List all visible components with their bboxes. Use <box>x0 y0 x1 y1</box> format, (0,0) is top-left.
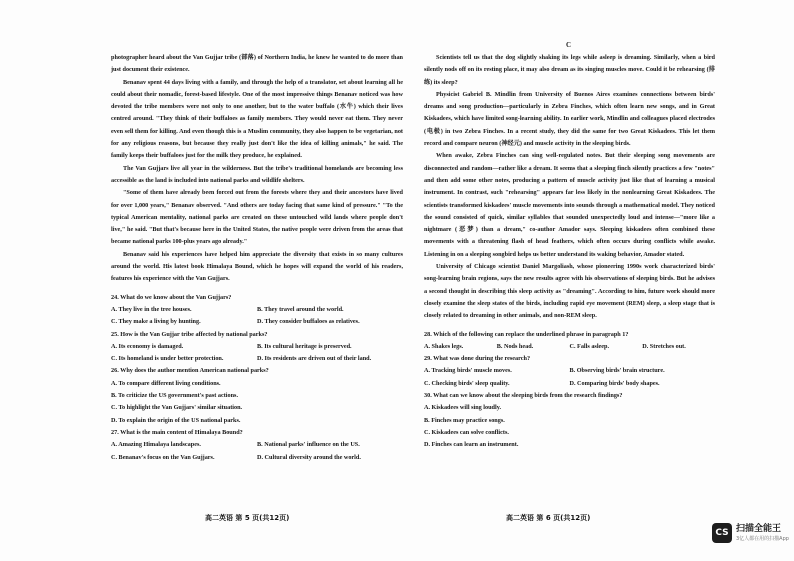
option-c: C. To highlight the Van Gujjars' similar situation. <box>111 404 243 412</box>
right-paragraph-3: University of Chicago scientist Daniel Margoliash, whose pioneering 1990s work characterized birds' song-learning brain regions, says the new results agree with his observations of sleeping birds. But he advises a second thought in describing this sleep activity as "dreaming". According to him, future work should more closely examine the sleep states of the birds, including rapid eye movement (REM) sleep, a sleep stage that is closely related to dreaming in other animals, and non-REM sleep. <box>424 263 715 320</box>
option-d: D. Finches can learn an instrument. <box>424 441 519 449</box>
option-a: A. To compare different living conditions. <box>111 379 221 387</box>
left-paragraph-1: Benanav spent 44 days living with a family, and through the help of a translator, set about learning all he could about their nomadic, forest-based lifestyle. One of the most impressive things Benanav noticed was how devoted the tribe members were not only to one another, but to the water buffalo (水牛) which their lives centred around. "They think of their buffaloes as family members. They would never eat them. They never even sell them for killing. And even though this is a Muslim community, they also happen to be vegetarian, not for any religious reasons, but because they really just don't like the idea of killing animals," he said. The family keeps their buffaloes just for the milk they produce, he explained. <box>111 78 403 160</box>
option-b: B. They travel around the world. <box>257 305 344 313</box>
watermark-app-name: 扫描全能王 <box>736 524 782 534</box>
question-stem: 29. What was done during the research? <box>424 355 531 363</box>
question-25 <box>111 329 403 366</box>
question-stem: 28. Which of the following can replace the underlined phrase in paragraph 1? <box>424 330 629 338</box>
option-a: A. Kiskadees will sing loudly. <box>424 404 502 412</box>
watermark-subtitle: 3亿人都在用的扫描App <box>736 536 789 542</box>
page-footer-right: 高二英语 第 6 页(共12页) <box>506 514 591 522</box>
option-c: C. Falls asleep. <box>569 342 610 350</box>
question-stem: 30. What can we know about the sleeping birds from the research findings? <box>424 392 623 400</box>
section-letter: C <box>566 41 572 49</box>
option-a: A. Its economy is damaged. <box>111 342 184 350</box>
option-c: C. Its homeland is under better protection. <box>111 355 224 363</box>
right-paragraph-2: When awake, Zebra Finches can sing well-regulated notes. But their sleeping song movements are disconnected and random—rather like a dream. It seems that a sleeping finch silently practices a few "notes" and then add some other notes, producing a pattern of muscle activity just like that of learning a musical instrument. In contrast, such "rehearsing" appears far less likely in the nonlearning Great Kiskadees. The scientists transformed kiskadees' muscle movements into sounds through a mathematical model. They noticed the sound consisted of quick, similar syllables that sounded unexpectedly loud and intense—"more like a nightmare (恶梦) than a dream," co-author Amador says. Sleeping kiskadees often combined these movements with a threatening flash of head feathers, which often occurs during conflicts while awake. Listening in on a sleeping songbird helps us better understand its waking behavior, Amador stated. <box>424 152 715 258</box>
question-29 <box>424 353 715 390</box>
option-d: D. Stretches out. <box>642 342 686 350</box>
right-paragraph-1: Physicist Gabriel B. Mindlin from University of Buenos Aires examines connections between birds' dreams and song production—particularly in Zebra Finches, which often learn new songs, and in Great Kiskadees, which have limited song-learning ability. In earlier work, Mindlin and colleagues placed electrodes (电极) in two Zebra Finches. In a recent study, they did the same for two Great Kiskadees. This let them record and compare neuron (神经元) and muscle activity in the sleeping birds. <box>424 90 715 148</box>
question-28 <box>424 329 715 354</box>
right-column <box>424 52 715 452</box>
option-b: B. Finches may practice songs. <box>424 416 505 424</box>
option-d: D. Comparing birds' body shapes. <box>569 379 660 387</box>
question-stem: 25. How is the Van Gujjar tribe affected by national parks? <box>111 330 268 338</box>
left-paragraph-3: "Some of them have already been forced out from the forests where they and their ancestors have lived for over 1,000 years," Benanav observed. "And others are today facing that same kind of pressure." "To the typical American mentality, national parks are created on these untouched wild lands where people don't live," he said. "But that's because here in the United States, the native people were driven from the areas that became national parks 100-plus years ago already." <box>111 189 403 246</box>
option-d: D. Cultural diversity around the world. <box>257 453 361 461</box>
option-c: C. They make a living by hunting. <box>111 318 201 326</box>
question-24 <box>111 292 403 329</box>
question-27 <box>111 427 403 464</box>
option-a: A. They live in the tree houses. <box>111 305 192 313</box>
option-b: B. Its cultural heritage is preserved. <box>257 342 352 350</box>
option-c: C. Benanav's focus on the Van Gujjars. <box>111 453 215 461</box>
left-passage <box>111 52 403 286</box>
option-b: B. To criticize the US government's past actions. <box>111 392 239 400</box>
question-30 <box>424 390 715 451</box>
option-c: C. Checking birds' sleep quality. <box>424 379 510 387</box>
question-26 <box>111 365 403 426</box>
right-passage <box>424 52 715 323</box>
scanner-watermark <box>712 523 789 543</box>
option-a: A. Amazing Himalaya landscapes. <box>111 441 201 449</box>
option-b: B. National parks' influence on the US. <box>257 441 360 449</box>
option-a: A. Shakes legs. <box>424 342 464 350</box>
option-d: D. Its residents are driven out of their land. <box>257 355 372 363</box>
option-b: B. Nods head. <box>496 342 534 350</box>
option-a: A. Tracking birds' muscle moves. <box>424 367 512 375</box>
question-stem: 26. Why does the author mention American national parks? <box>111 367 269 375</box>
option-b: B. Observing birds' brain structure. <box>569 367 665 375</box>
page-footer-left: 高二英语 第 5 页(共12页) <box>205 514 290 522</box>
question-stem: 24. What do we know about the Van Gujjars? <box>111 293 232 301</box>
left-paragraph-0: photographer heard about the Van Gujjar tribe (部落) of Northern India, he knew he wanted to do more than just document their existence. <box>111 54 403 74</box>
option-d: D. To explain the origin of the US national parks. <box>111 416 241 424</box>
left-paragraph-2: The Van Gujjars live all year in the wilderness. But the tribe's traditional homelands are becoming less accessible as the land is included into national parks and wildlife shelters. <box>111 164 403 184</box>
camscanner-logo-icon: CS <box>712 523 732 543</box>
right-paragraph-0: Scientists tell us that the dog slightly shaking its legs while asleep is dreaming. Similarly, when a bird silently nods off on its resting place, it may also dream as its singing muscles move. Could it be rehearsing (排练) its sleep? <box>424 54 715 86</box>
option-c: C. Kiskadees can solve conflicts. <box>424 428 509 436</box>
left-column <box>111 52 403 464</box>
option-d: D. They consider buffaloes as relatives. <box>257 318 360 326</box>
left-paragraph-4: Benanav said his experiences have helped him appreciate the diversity that exists in so many cultures around the world. His latest book Himalaya Bound, which he hopes will expand the world of his readers, features his experience with the Van Gujjars. <box>111 250 403 283</box>
question-stem: 27. What is the main content of Himalaya Bound? <box>111 428 243 436</box>
